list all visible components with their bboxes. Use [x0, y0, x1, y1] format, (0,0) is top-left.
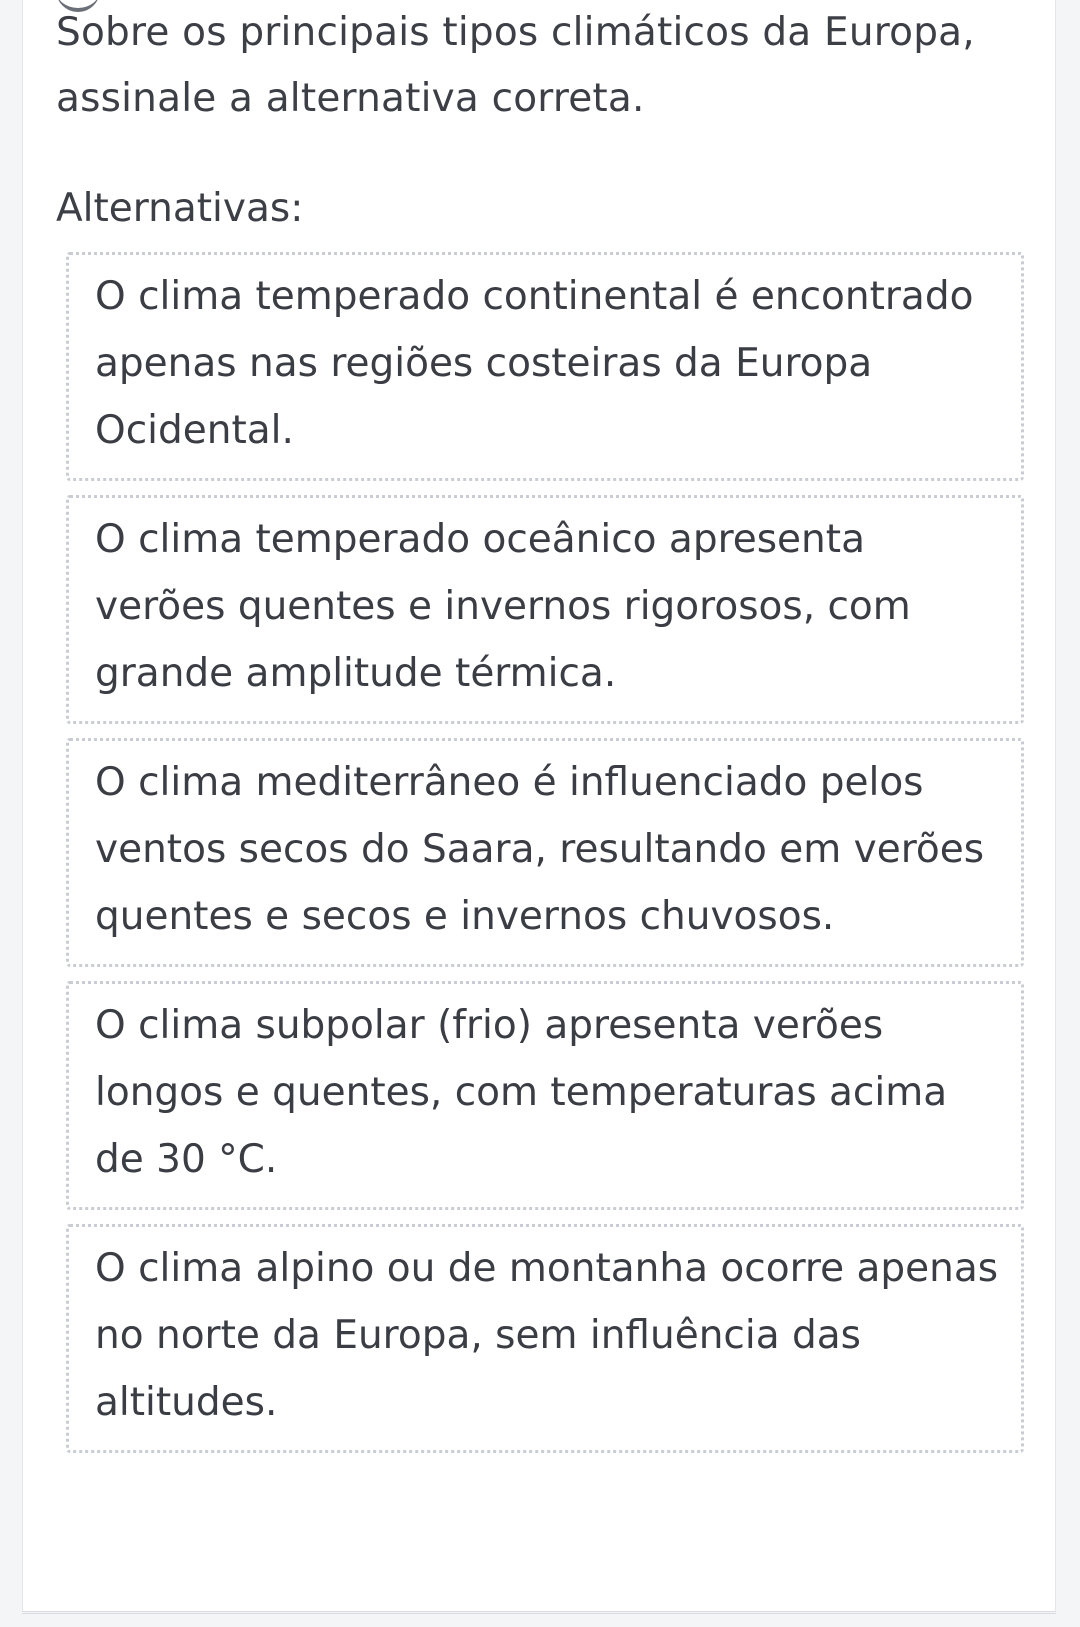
alternatives-heading: Alternativas:	[56, 186, 304, 231]
alternative-option-text: O clima temperado continental é encontrado apenas nas regiões costeiras da Europa Ocidental.	[95, 274, 974, 453]
alternative-option-1[interactable]	[66, 252, 1024, 481]
alternative-option-2[interactable]	[66, 495, 1024, 724]
divider	[22, 1613, 1056, 1614]
alternative-option-text: O clima mediterrâneo é influenciado pelos ventos secos do Saara, resultando em verões quentes e secos e invernos chuvosos.	[95, 760, 985, 939]
alternative-option-text: O clima subpolar (frio) apresenta verões longos e quentes, com temperaturas acima de 30 °C.	[95, 1003, 948, 1182]
alternative-option-text: O clima alpino ou de montanha ocorre apenas no norte da Europa, sem influência das altitudes.	[95, 1246, 999, 1425]
alternative-option-3[interactable]	[66, 738, 1024, 967]
alternative-option-5[interactable]	[66, 1224, 1024, 1453]
alternative-option-text: O clima temperado oceânico apresenta verões quentes e invernos rigorosos, com grande amplitude térmica.	[95, 517, 911, 696]
alternative-option-4[interactable]	[66, 981, 1024, 1210]
alternatives-list	[66, 252, 1024, 1467]
question-text: Sobre os principais tipos climáticos da Europa, assinale a alternativa correta.	[56, 10, 975, 121]
